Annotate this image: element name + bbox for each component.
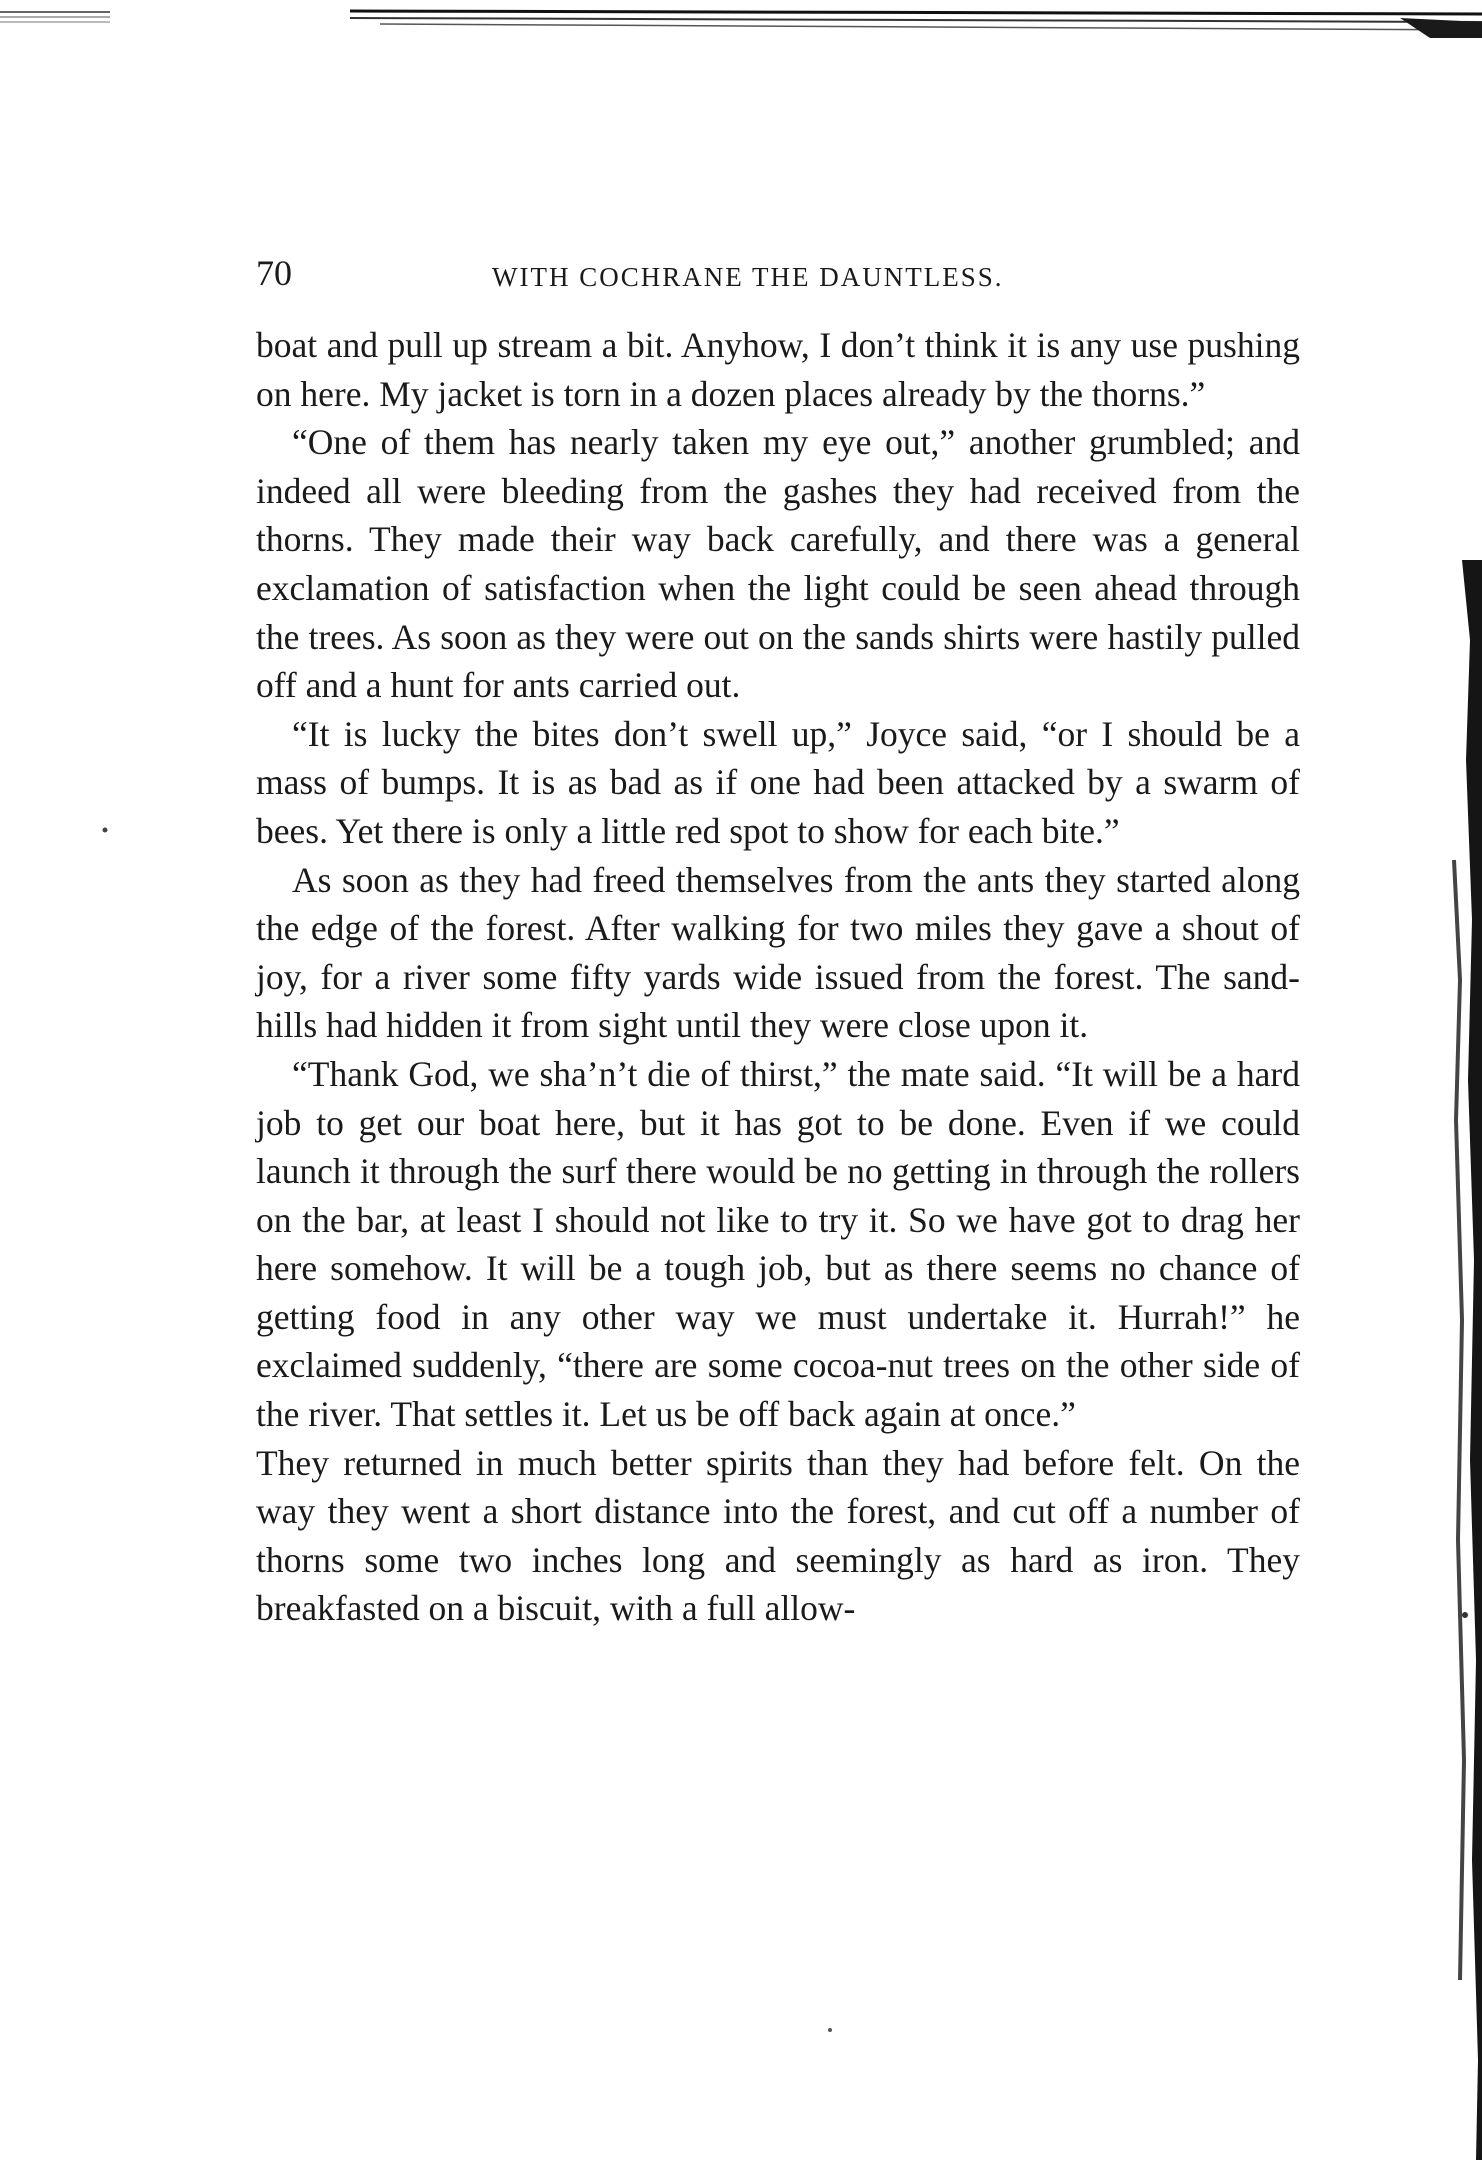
paragraph: boat and pull up stream a bit. Anyhow, I don’t think it is any use pushing on here. My jacket is torn in a dozen places already by the thorns.”: [256, 325, 1300, 414]
page-number: 70: [256, 253, 292, 293]
body-text: [256, 321, 1300, 1633]
book-page: [256, 245, 1300, 1633]
paragraph: “Thank God, we sha’n’t die of thirst,” the mate said. “It will be a hard job to get our boat here, but it has got to be done. Even if we could launch it through the surf there would be no getting in through the rollers on the bar, at least I should not like to try it. So we have got to drag her here somehow. It will be a tough job, but as there seems no chance of getting food in any other way we must undertake it. Hurrah!” he exclaimed suddenly, “there are some cocoa-nut trees on the other side of the river. That settles it. Let us be off back again at once.”: [256, 1053, 1300, 1435]
paragraph: “It is lucky the bites don’t swell up,” Joyce said, “or I should be a mass of bumps. It is as bad as if one had been attacked by a swarm of bees. Yet there is only a little red spot to show for each bite.”: [256, 713, 1300, 851]
running-title: WITH COCHRANE THE DAUNTLESS.: [492, 262, 1004, 292]
paragraph: They returned in much better spirits than they had before felt. On the way they went a short distance into the forest, and cut off a number of thorns some two inches long and seemingly as hard as iron. They breakfasted on a biscuit, with a full allow-: [256, 1442, 1300, 1629]
paragraph: As soon as they had freed themselves from the ants they started along the edge of the forest. After walking for two miles they gave a shout of joy, for a river some fifty yards wide issued from the forest. The sand-hills had hidden it from sight until they were close upon it.: [256, 859, 1300, 1046]
running-head: [256, 245, 1300, 301]
paragraph: “One of them has nearly taken my eye out,” another grumbled; and indeed all were bleeding from the gashes they had received from the thorns. They made their way back carefully, and there was a general exclamation of satisfaction when the light could be seen ahead through the trees. As soon as they were out on the sands shirts were hastily pulled off and a hunt for ants carried out.: [256, 422, 1300, 706]
scan-edge-shadow: [1440, 560, 1482, 2160]
scan-top-rule: [0, 8, 1482, 38]
